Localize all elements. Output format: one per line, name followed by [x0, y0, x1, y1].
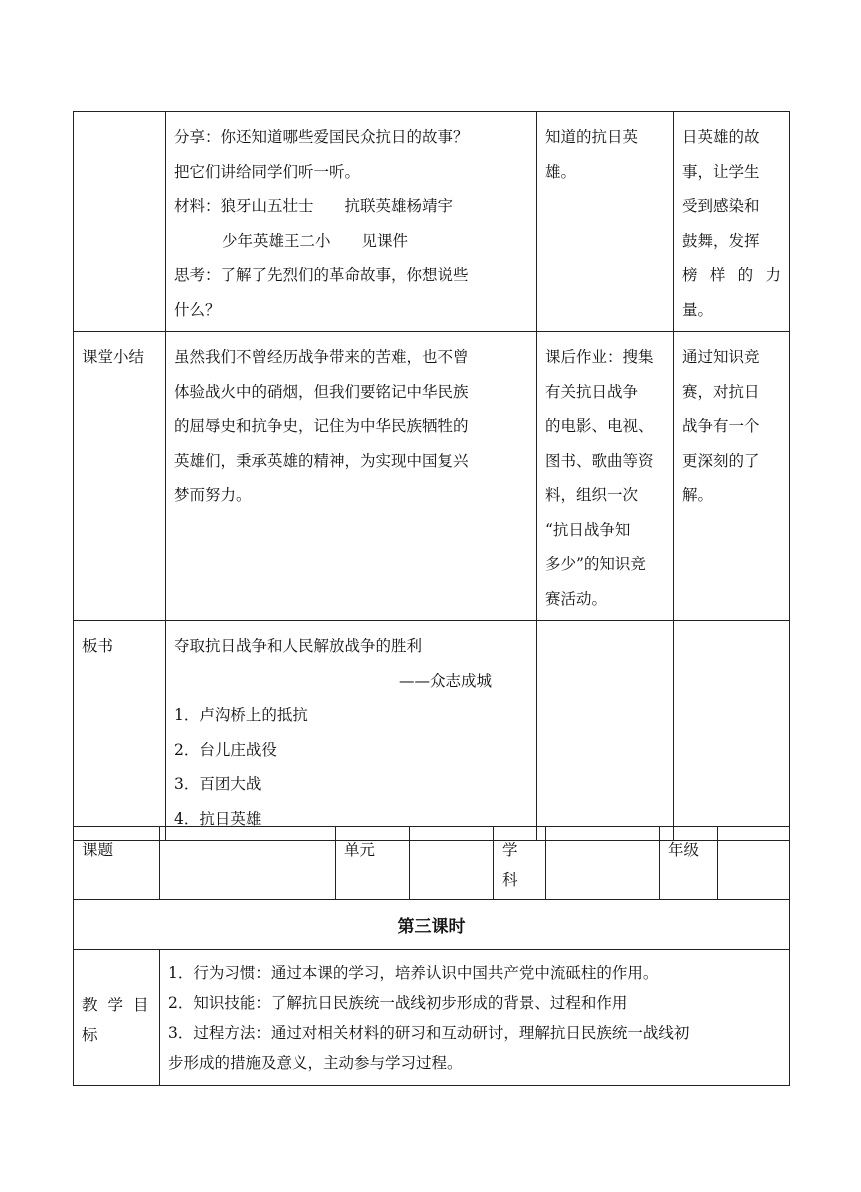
- text-line: 1．卢沟桥上的抵抗: [174, 706, 308, 724]
- text-line: 的屈辱史和抗争史，记住为中华民族牺牲的: [174, 417, 469, 435]
- table-row: [74, 950, 790, 1086]
- text-line: 把它们讲给同学们听一听。: [174, 162, 361, 181]
- text-line: 体验战火中的硝烟，但我们要铭记中华民族: [174, 382, 469, 401]
- text-line: 战争有一个: [682, 417, 760, 435]
- table-row: [74, 900, 790, 950]
- content-cell: [166, 112, 537, 332]
- topic-value: [160, 827, 336, 900]
- text-line: 有关抗日战争: [545, 382, 639, 401]
- text-line: 英雄们，秉承英雄的精神，为实现中国复兴: [174, 451, 469, 470]
- text-line: 事，让学生: [682, 162, 760, 181]
- text-line: 更深刻的了: [682, 451, 760, 470]
- text-line: “抗日战争知: [545, 520, 631, 539]
- lesson-title: 第三课时: [74, 900, 790, 950]
- blackboard-cell: [166, 621, 537, 841]
- empty-cell: [537, 621, 674, 841]
- text-line: 梦而努力。: [174, 486, 252, 504]
- text-line: 榜样的力: [682, 266, 781, 284]
- text-line: 课后作业：搜集: [545, 348, 654, 366]
- row-label: 课堂小结: [74, 332, 166, 621]
- text-line: 学: [502, 841, 518, 859]
- lesson-header-table: [73, 826, 790, 1086]
- row-label: 板书: [74, 621, 166, 841]
- text-line: 教学目: [82, 995, 159, 1014]
- text-line: 标: [82, 1025, 98, 1044]
- text-line: 雄。: [545, 162, 577, 181]
- table-row: [74, 621, 790, 841]
- text-line: 知道的抗日英: [545, 128, 639, 146]
- student-activity-cell: [537, 332, 674, 621]
- goal-item: 3．过程方法：通过对相关材料的研习和互动研讨，理解抗日民族统一战线初: [168, 1024, 690, 1042]
- text-line: 思考：了解了先烈们的革命故事，你想说些: [174, 266, 469, 284]
- text-line: 料，组织一次: [545, 486, 639, 504]
- empty-cell: [674, 621, 790, 841]
- table-row: [74, 827, 790, 900]
- text-line: 解。: [682, 486, 714, 504]
- text-line: 少年英雄王二小 见课件: [222, 231, 409, 250]
- unit-label: 单元: [336, 827, 410, 900]
- content-cell: [166, 332, 537, 621]
- text-line: 多少”的知识竞: [545, 555, 646, 573]
- text-line: 赛活动。: [545, 589, 608, 608]
- unit-value: [410, 827, 494, 900]
- lesson-plan-table: [73, 111, 790, 841]
- text-line: 虽然我们不曾经历战争带来的苦难，也不曾: [174, 348, 469, 366]
- student-activity-cell: [537, 112, 674, 332]
- table-row: [74, 332, 790, 621]
- text-line: 量。: [682, 300, 714, 319]
- text-line: 分享：你还知道哪些爱国民众抗日的故事？: [174, 128, 469, 146]
- blackboard-subtitle: ——众志成城: [398, 671, 492, 690]
- goal-item: 2．知识技能：了解抗日民族统一战线初步形成的背景、过程和作用: [168, 994, 628, 1012]
- text-line: 受到感染和: [682, 197, 760, 215]
- design-intent-cell: [674, 332, 790, 621]
- text-line: 通过知识竞: [682, 348, 760, 366]
- grade-value: [718, 827, 790, 900]
- text-line: 图书、歌曲等资: [545, 451, 654, 470]
- grade-label: 年级: [660, 827, 718, 900]
- text-line: 日英雄的故: [682, 128, 760, 146]
- text-line: 3．百团大战: [174, 775, 262, 793]
- text-line: 鼓舞，发挥: [682, 231, 760, 250]
- goal-item: 步形成的措施及意义，主动参与学习过程。: [168, 1054, 463, 1072]
- goals-content: [160, 950, 790, 1086]
- text-line: 科: [502, 871, 518, 889]
- text-line: 材料：狼牙山五壮士 抗联英雄杨靖宇: [174, 197, 454, 215]
- text-line: 的电影、电视、: [545, 417, 654, 435]
- subject-label: [494, 827, 546, 900]
- text-line: 4．抗日英雄: [174, 809, 262, 828]
- goal-item: 1．行为习惯：通过本课的学习，培养认识中国共产党中流砥柱的作用。: [168, 964, 659, 982]
- subject-value: [546, 827, 660, 900]
- blackboard-title: 夺取抗日战争和人民解放战争的胜利: [174, 637, 423, 655]
- goals-label: [74, 950, 160, 1086]
- topic-label: 课题: [74, 827, 160, 900]
- text-line: 什么？: [174, 300, 221, 319]
- design-intent-cell: [674, 112, 790, 332]
- text-line: 2．台儿庄战役: [174, 740, 277, 759]
- text-line: 赛，对抗日: [682, 382, 760, 401]
- table-row: [74, 112, 790, 332]
- row-label: [74, 112, 166, 332]
